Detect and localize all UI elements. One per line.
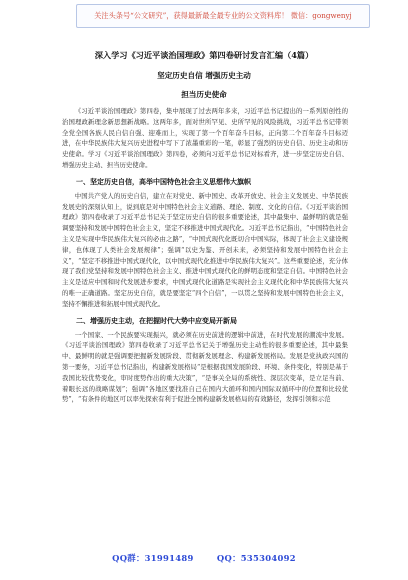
qq-group-text: QQ群：31991489 <box>112 553 194 563</box>
document-subtitle: 坚定历史自信 增强历史主动 <box>157 71 251 80</box>
section-1-heading: 一、坚定历史自信，高举中国特色社会主义思想伟大旗帜 <box>76 176 251 186</box>
promo-banner <box>76 4 370 28</box>
contact-footer <box>0 552 408 564</box>
section-2-paragraph: 一个国家、一个民族要实现振兴，就必须在历史前进的逻辑中前进，在时代发展的潮流中发展。《习近平谈治国理政》第四卷收录了习近平总书记关于增强历史主动性的很多重要论述，其中最集中、最鲜明的就是强调要把握新发展阶段、贯彻新发展理念、构建新发展格局。发展是党执政兴国的第一要务，习近平总书记指出，构建新发展格局“是根据我国发展阶段、环境、条件变化，特别是基于我国比较优势变化，审时度势作出的重大决策”，“是事关全局的系统性、深层次变革，是立足当前、着眼长远的战略谋划”；强调“各地区要找准自己在国内大循环和国内国际双循环中的位置和比较优势”，“有条件的地区可以率先探索有利于促进全国构建新发展格局的有效路径，发挥引领和示范 <box>62 330 348 404</box>
document-title: 深入学习《习近平谈治国理政》第四卷研讨发言汇编（4篇） <box>94 50 314 60</box>
document-body <box>62 106 348 405</box>
section-2-heading: 二、增强历史主动，在把握时代大势中应变局开新局 <box>76 315 237 325</box>
qq-text: QQ：535304092 <box>216 553 296 563</box>
intro-paragraph: 《习近平谈治国理政》第四卷，集中展现了过去两年多来，习近平总书记提出的一系列原创性的治国理政新理念新思想新战略。这两年多，面对世所罕见、史所罕见的风险挑战，习近平总书记带领全党全国各族人民自信自强、迎难而上，实现了第一个百年奋斗目标，正向第二个百年奋斗目标迈进，在中华民族伟大复兴历史进程中写下了浓墨重彩的一笔，彰显了强烈的历史自信、历史主动和历史使命。学习《习近平谈治国理政》第四卷，必须向习近平总书记对标看齐，进一步坚定历史自信、增强历史主动、担当历史使命。 <box>62 107 348 169</box>
document-subtitle-2: 担当历史使命 <box>181 90 227 99</box>
section-1-paragraph: 中国共产党人的历史自信，建立在对党史、新中国史、改革开放史、社会主义发展史、中华民族发展史的深刻认知上，说到底是对中国特色社会主义道路、理论、制度、文化的自信。《习近平谈治国理政》第四卷收录了习近平总书记关于坚定历史自信的很多重要论述，其中最集中、最鲜明的就是强调要坚持和发展中国特色社会主义，坚定不移推进中国式现代化。习近平总书记指出，“中国特色社会主义是实现中华民族伟大复兴的必由之路”，“中国式现代化既切合中国实际，体现了社会主义建设规律，也体现了人类社会发展规律”；强调“以史为鉴、开创未来，必须坚持和发展中国特色社会主义”，“坚定不移推进中国式现代化，以中国式现代化推进中华民族伟大复兴”。这些重要论述，充分体现了我们党坚持和发展中国特色社会主义、推进中国式现代化的鲜明态度和坚定自信。中国特色社会主义是适应中国和时代发展进步要求，中国式现代化道路是实现社会主义现代化和中华民族伟大复兴的唯一正确道路。坚定历史自信，就是要坚定“四个自信”，一以贯之坚持和发展中国特色社会主义，坚持不懈推进和拓展中国式现代化。 <box>62 191 348 308</box>
promo-banner-text: 关注头条号“公文研究”，获得最新最全最专业的公文资料库！ 微信：gongwenyj <box>94 11 352 20</box>
